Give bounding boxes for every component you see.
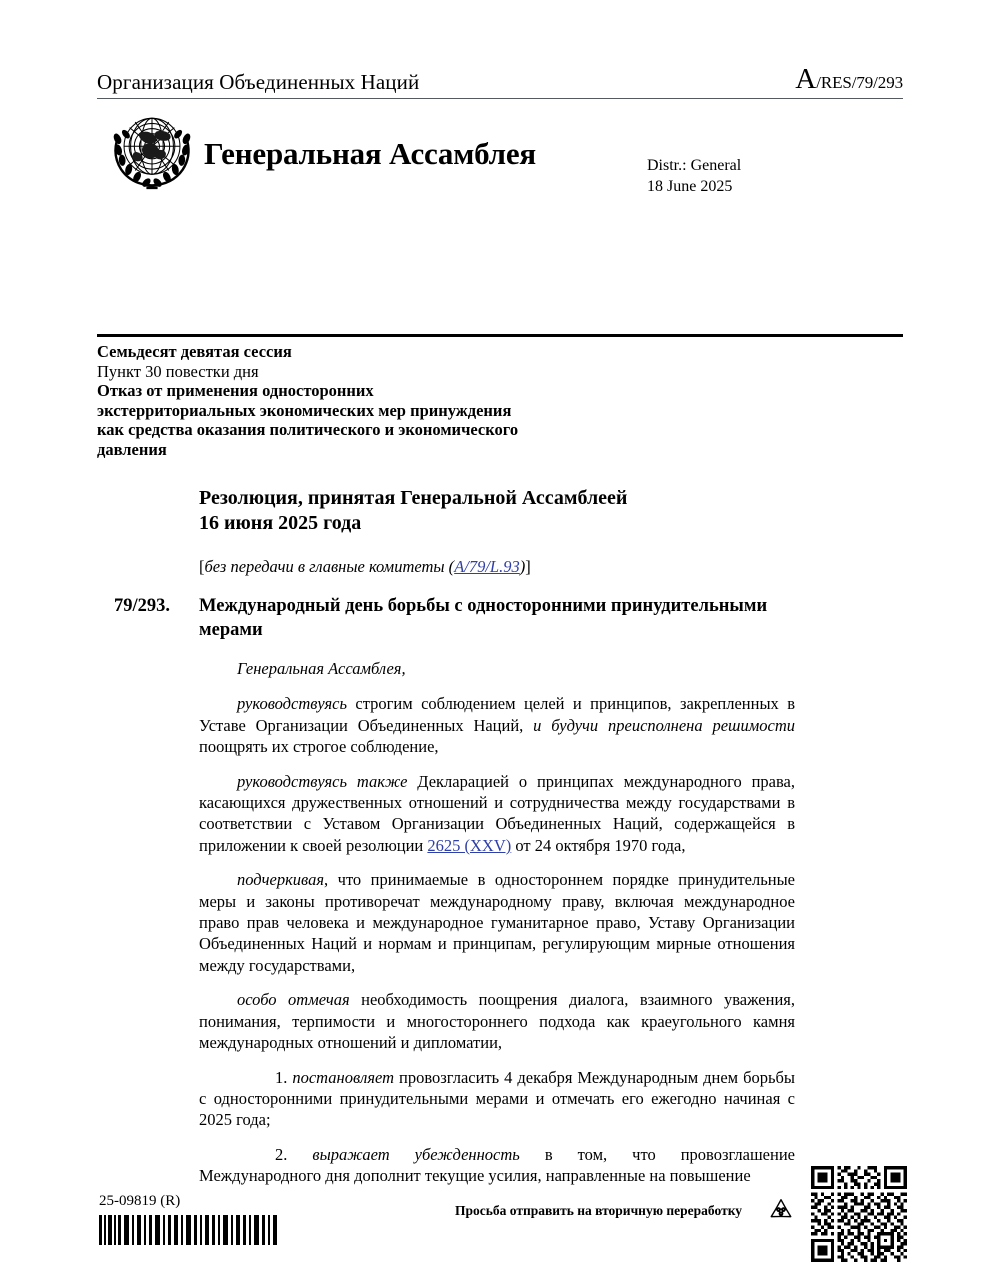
no-committee-close-paren: ) <box>519 557 526 576</box>
resolution-2625-link[interactable]: 2625 (XXV) <box>427 835 512 855</box>
masthead <box>97 62 903 229</box>
no-committee-text: без передачи в главные комитеты ( <box>204 557 455 576</box>
draft-resolution-link[interactable]: A/79/L.93 <box>454 557 520 576</box>
resolution-heading-line-2: 16 июня 2025 года <box>199 512 362 534</box>
preambular-lead-2: руководствуясь также <box>237 771 408 791</box>
preambular-paragraph-1 <box>199 693 795 757</box>
preambular-paragraph-4 <box>199 989 795 1053</box>
preambular-text-2b: от 24 октября 1970 года, <box>511 835 686 855</box>
operative-number-2: 2. <box>275 1144 288 1164</box>
resolution-heading <box>199 486 799 536</box>
distribution-block <box>647 155 741 197</box>
no-committee-close-bracket: ] <box>525 557 531 576</box>
resolution-title: Международный день борьбы с односторонними принудительными мерами <box>199 596 768 640</box>
operative-paragraph-1 <box>199 1067 795 1131</box>
distribution-type: Distr.: General <box>647 157 742 174</box>
resolution-heading-line-1: Резолюция, принятая Генеральной Ассамблеей <box>199 487 628 509</box>
agenda-title-line-2: экстерриториальных экономических мер принуждения <box>97 400 512 420</box>
preambular-text-1a: строгим соблюдением целей и принципов, закрепленных в Уставе Организации Объединенных Наций, <box>199 694 795 735</box>
resolution-body <box>199 658 795 1200</box>
agenda-title-line-1: Отказ от применения односторонних <box>97 381 374 400</box>
distribution-date: 18 June 2025 <box>647 178 733 195</box>
salutation: Генеральная Ассамблея, <box>237 659 406 678</box>
recycle-icon <box>766 1196 796 1226</box>
operative-text-2: в том, что провозглашение Международного дня дополнит текущие усилия, направленные на повышение <box>199 1144 795 1186</box>
document-symbol-prefix: A <box>795 63 817 95</box>
preambular-italic-1: и будучи преисполнена решимости <box>533 715 795 735</box>
preambular-text-4: необходимость поощрения диалога, взаимного уважения, понимания, терпимости и многостороннего подхода как краеугольного камня международных отношений и дипломатии, <box>199 990 796 1053</box>
preambular-lead-3: подчеркивая <box>237 870 325 890</box>
preambular-text-1b: поощрять их строгое соблюдение, <box>199 737 439 757</box>
recycle-note: Просьба отправить на вторичную переработку <box>455 1203 743 1218</box>
organization-name: Организация Объединенных Наций <box>97 70 420 94</box>
preambular-lead-4: особо отмечая <box>237 990 350 1010</box>
job-number: 25-09819 (R) <box>99 1193 181 1209</box>
agenda-title-line-3: как средства оказания политического и экономического <box>97 420 519 439</box>
general-assembly-title: Генеральная Ассамблея <box>204 136 537 171</box>
masthead-main-row <box>97 99 903 229</box>
preambular-paragraph-2 <box>199 771 795 857</box>
session-line: Семьдесят девятая сессия <box>97 342 292 361</box>
agenda-item: Пункт 30 повестки дня <box>97 361 259 381</box>
section-divider <box>97 334 903 337</box>
preambular-paragraph-3 <box>199 869 795 976</box>
operative-lead-1: постановляет <box>292 1067 395 1087</box>
no-committee-open-bracket: [ <box>199 557 205 576</box>
un-emblem <box>105 109 199 191</box>
operative-text-1: провозгласить 4 декабря Международным днем борьбы с односторонними принудительными мерами и отмечать его ежегодно начиная с 2025 года; <box>199 1067 796 1130</box>
resolution-number: 79/293. <box>114 596 171 616</box>
qr-code[interactable] <box>811 1166 907 1262</box>
operative-lead-2: выражает убежденность <box>312 1144 520 1164</box>
agenda-title-line-4: давления <box>97 439 167 459</box>
preambular-text-3: , что принимаемые в одностороннем порядке принудительные меры и законы противоречат международному праву, включая международное право прав человека и международное гуманитарное право, Уставу Организации Объединенных Наций и нормам и принципам, регулирующим мирные отношения между государствами, <box>199 870 795 975</box>
document-symbol-suffix: /RES/79/293 <box>816 73 903 92</box>
document-symbol <box>795 65 903 94</box>
operative-paragraph-2 <box>199 1144 795 1187</box>
barcode <box>99 1215 279 1245</box>
masthead-top-row <box>97 62 903 94</box>
no-committee-note <box>199 556 531 577</box>
session-block <box>97 342 717 459</box>
operative-number-1: 1. <box>275 1067 288 1087</box>
resolution-title-row <box>114 594 814 642</box>
preambular-text-2a: Декларацией о принципах международного права, касающихся дружественных отношений и сотрудничества между государствами в соответствии с Уставом Организации Объединенных Наций, содержащейся в приложении к своей резолюции <box>199 771 795 855</box>
preambular-lead-1: руководствуясь <box>237 694 347 714</box>
